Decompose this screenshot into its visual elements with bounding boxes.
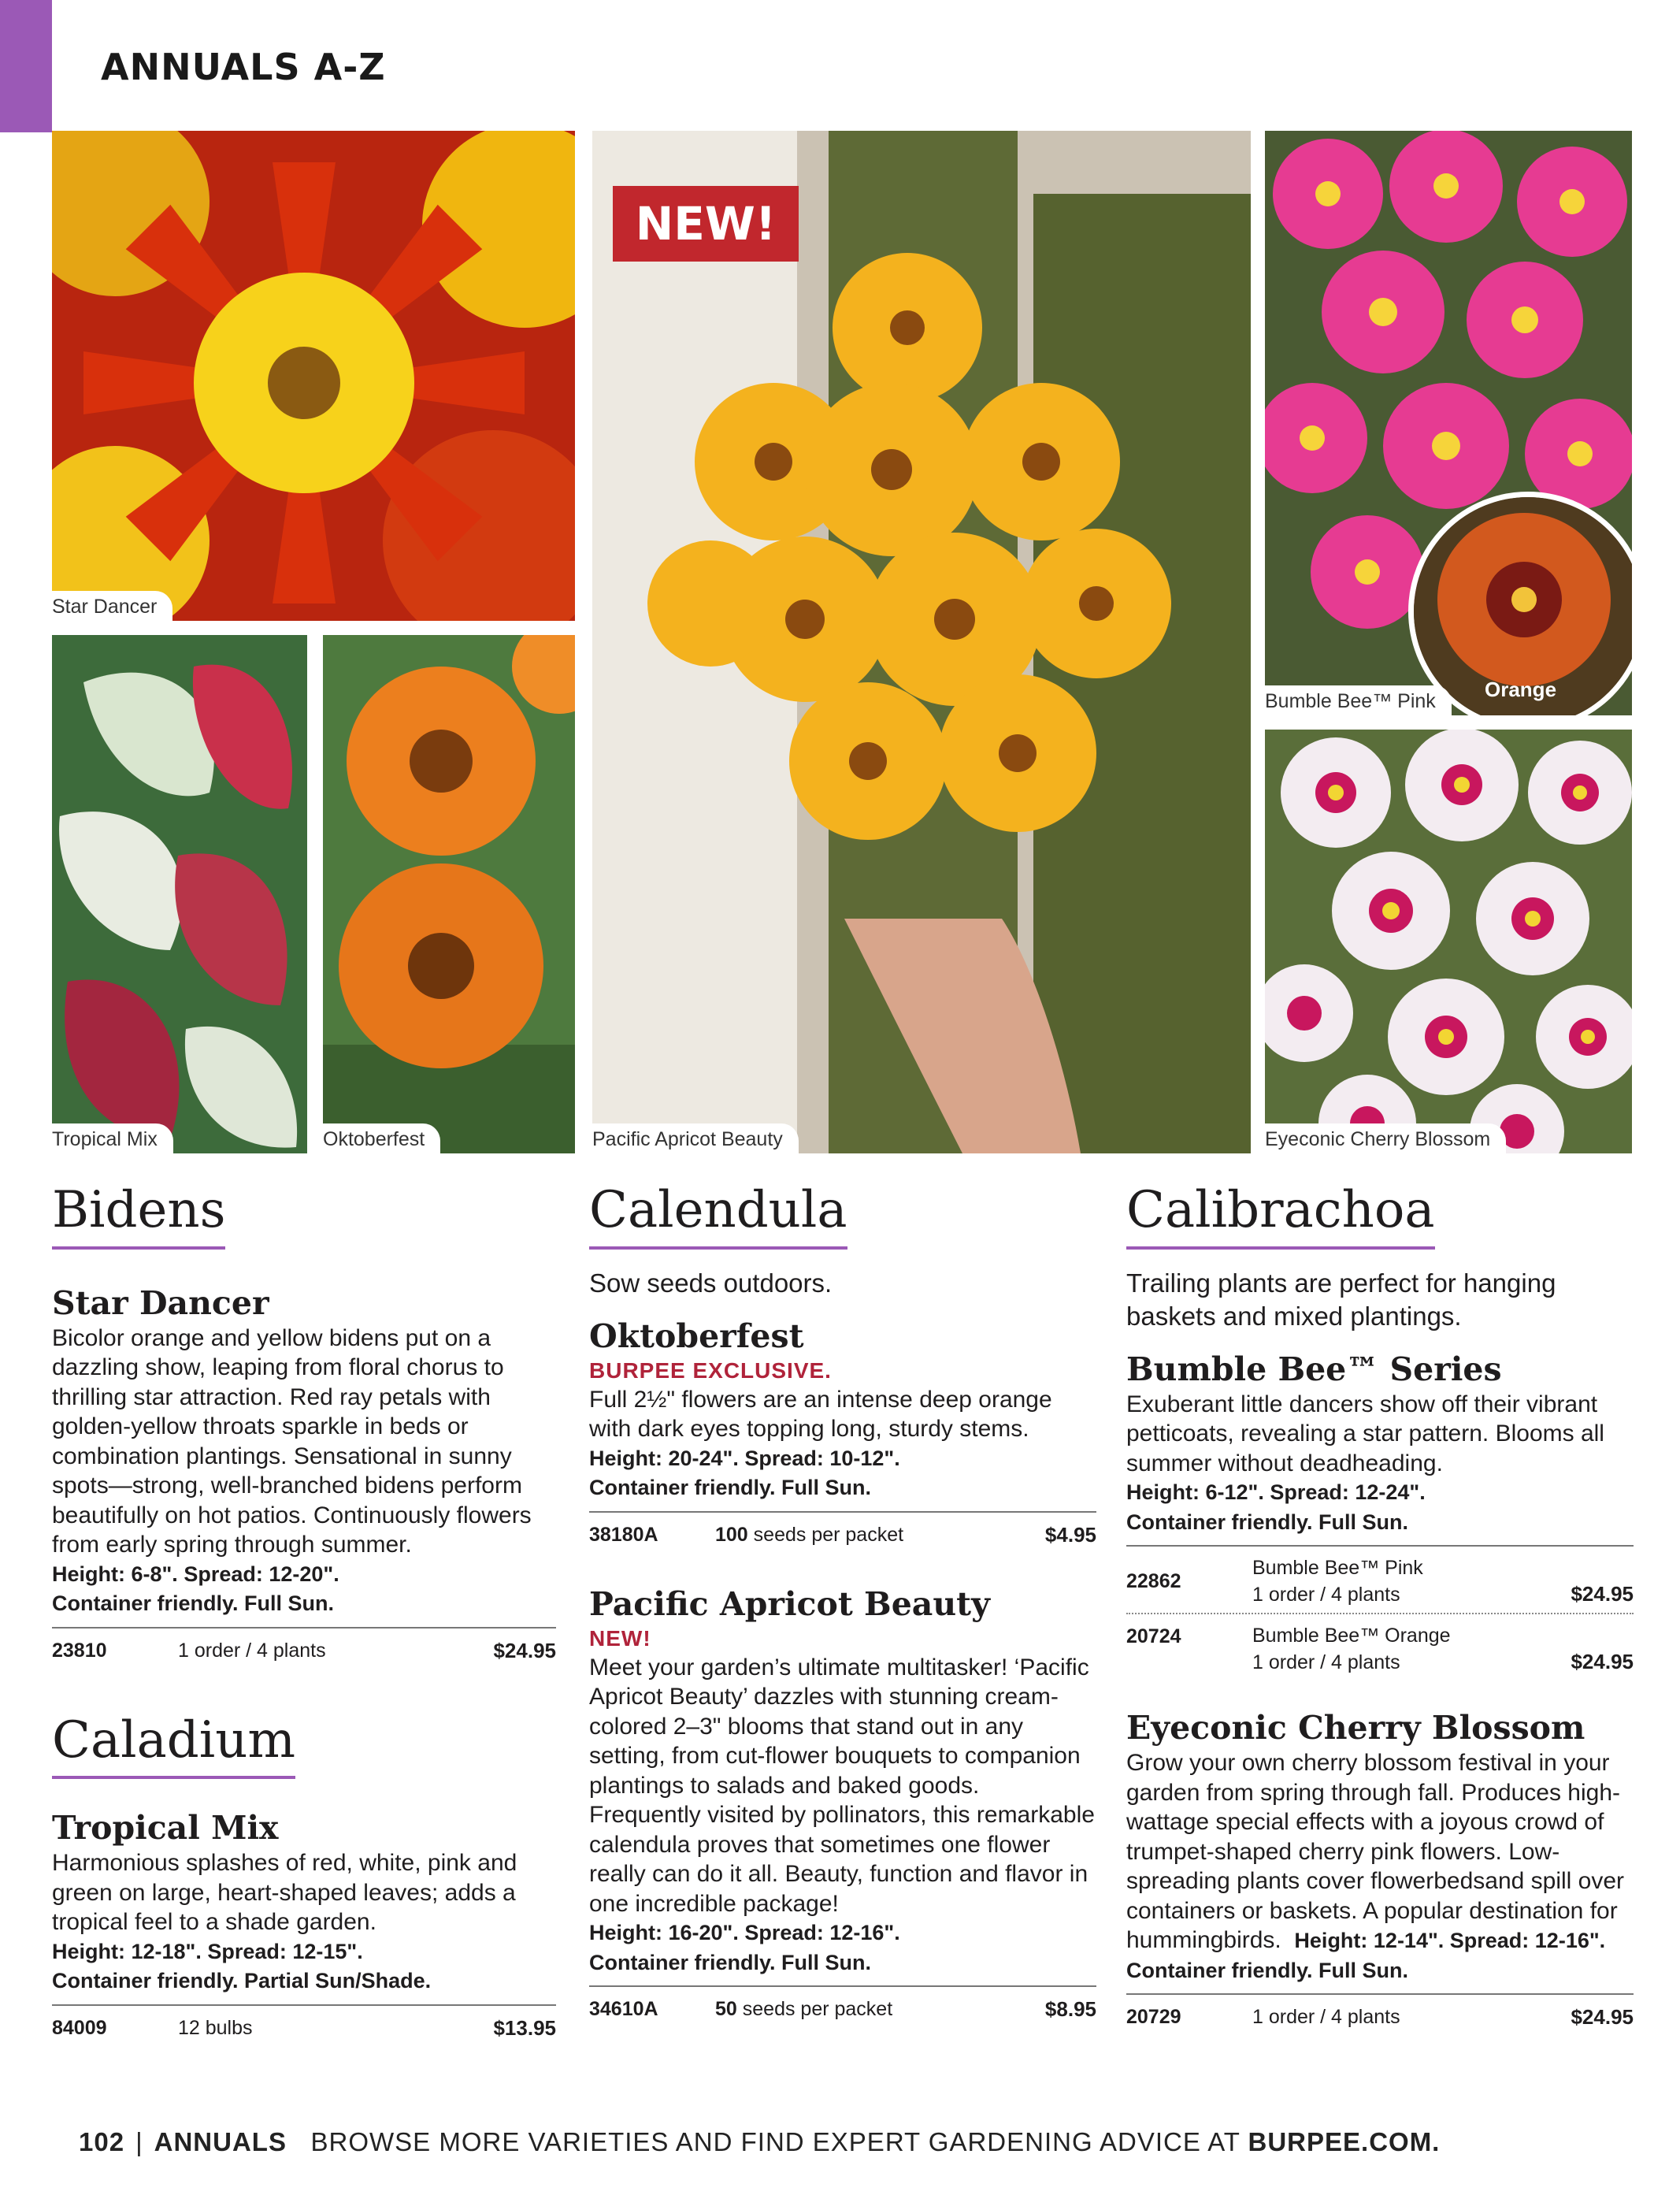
tropical-mix-description: Harmonious splashes of red, white, pink and green on large, heart-shaped leaves; adds a tropical feel to a shade garden.: [52, 1850, 517, 1936]
star-dancer-photo: [52, 131, 575, 621]
tropical-mix-photo: [52, 635, 307, 1153]
calibrachoa-column: [1126, 1182, 1634, 2031]
price: $4.95: [1044, 1522, 1096, 1547]
section-tab-accent: [0, 0, 52, 132]
quantity: 1 order / 4 plants: [1252, 2006, 1400, 2029]
eyeconic-caption: Eyeconic Cherry Blossom: [1265, 1123, 1506, 1153]
footer-site-link[interactable]: BURPEE.COM.: [1248, 2127, 1441, 2156]
oktoberfest-size: Height: 20-24". Spread: 10-12".: [589, 1446, 900, 1470]
sku: 20724: [1126, 1625, 1181, 1648]
bumble-bee-conditions: Container friendly. Full Sun.: [1126, 1510, 1409, 1534]
bidens-heading: Bidens: [52, 1182, 225, 1250]
sku: 38180A: [589, 1523, 658, 1546]
star-dancer-description: Bicolor orange and yellow bidens put on a dazzling show, leaping from floral chorus to thrilling star attraction. Red ray petals with golden-yellow throats sparkle in beds or combination plantings. Sensational in sunny spots—strong, well-branched bidens perform beautifully on hot patios. Continuously flowers from early spring through summer.: [52, 1324, 532, 1558]
calendula-intro: Sow seeds outdoors.: [589, 1268, 833, 1298]
tropical-mix-caption: Tropical Mix: [52, 1123, 173, 1153]
page-number: 102: [79, 2127, 125, 2156]
bumble-bee-orange-order-row[interactable]: [1126, 1613, 1634, 1676]
bumble-bee-pink-order-row[interactable]: [1126, 1545, 1634, 1608]
item-detail: Bumble Bee™ Orange 1 order / 4 plants: [1252, 1625, 1451, 1674]
eyeconic-order-row[interactable]: [1126, 1993, 1634, 2031]
sku: 34610A: [589, 1998, 658, 2021]
quantity: 12 bulbs: [178, 2016, 253, 2039]
pacific-apricot-name: Pacific Apricot Beauty: [589, 1584, 990, 1623]
price: $24.95: [1571, 1582, 1634, 1606]
price: $8.95: [1044, 1997, 1096, 2022]
sku: 22862: [1126, 1570, 1181, 1593]
item-detail: Bumble Bee™ Pink 1 order / 4 plants: [1252, 1557, 1423, 1606]
star-dancer-size: Height: 6-8". Spread: 12-20".: [52, 1562, 339, 1586]
eyeconic-conditions: Container friendly. Full Sun.: [1126, 1958, 1409, 1982]
oktoberfest-order-row[interactable]: [589, 1511, 1096, 1549]
oktoberfest-name: Oktoberfest: [589, 1317, 804, 1355]
sku: 23810: [52, 1639, 107, 1662]
eyeconic-description: Grow your own cherry blossom festival in your garden from spring through fall. Produces high-wattage special effects with a joyous crowd of trumpet-shaped cherry pink flowers. Low-spreading plants cover flowerbedsand spill over containers or baskets. A popular destination for hummingbirds. Height: 12-14". Spread: 12-16".: [1126, 1750, 1625, 1954]
bumble-bee-size: Height: 6-12". Spread: 12-24".: [1126, 1480, 1426, 1505]
star-dancer-name: Star Dancer: [52, 1283, 269, 1322]
bidens-column: [52, 1182, 556, 2042]
pacific-apricot-size: Height: 16-20". Spread: 12-16".: [589, 1921, 900, 1945]
bumble-bee-pink-caption: Bumble Bee™ Pink: [1265, 685, 1452, 715]
quantity: 50 seeds per packet: [715, 1998, 893, 2021]
tropical-mix-order-row[interactable]: [52, 2004, 556, 2042]
star-dancer-conditions: Container friendly. Full Sun.: [52, 1591, 335, 1616]
footer-text: BROWSE MORE VARIETIES AND FIND EXPERT GARDENING ADVICE AT: [310, 2127, 1248, 2156]
section-header: ANNUALS A-Z: [101, 46, 386, 88]
footer-divider: |: [135, 2127, 143, 2156]
price: $24.95: [1571, 2005, 1634, 2030]
tropical-mix-conditions: Container friendly. Partial Sun/Shade.: [52, 1969, 432, 1993]
new-badge: NEW!: [613, 186, 799, 262]
oktoberfest-conditions: Container friendly. Full Sun.: [589, 1476, 872, 1500]
eyeconic-name: Eyeconic Cherry Blossom: [1126, 1709, 1585, 1747]
bumble-bee-pink-photo: [1265, 131, 1632, 715]
pacific-apricot-description: Meet your garden’s ultimate multitasker! ‘Pacific Apricot Beauty’ dazzles with stunning cream-colored 2–3" blooms that stand out in any setting, from cut-flower bouquets to companion plantings to salads and baked goods. Frequently visited by pollinators, this remarkable calendula proves that sometimes one flower really can do it all. Beauty, function and flavor in one incredible package!: [589, 1654, 1095, 1917]
caladium-heading: Caladium: [52, 1712, 295, 1780]
sku: 20729: [1126, 2006, 1181, 2029]
pacific-apricot-photo: [592, 131, 1251, 1153]
bumble-bee-description: Exuberant little dancers show off their vibrant petticoats, revealing a star pattern. Blooms all summer without deadheading.: [1126, 1391, 1604, 1476]
calibrachoa-heading: Calibrachoa: [1126, 1182, 1435, 1250]
oktoberfest-description: Full 2½" flowers are an intense deep orange with dark eyes topping long, sturdy stems.: [589, 1386, 1052, 1443]
orange-inset-label: Orange: [1485, 678, 1557, 701]
calibrachoa-intro: Trailing plants are perfect for hanging baskets and mixed plantings.: [1126, 1268, 1556, 1331]
footer-section: ANNUALS: [154, 2127, 287, 2156]
price: $13.95: [493, 2015, 556, 2040]
eyeconic-photo: [1265, 730, 1632, 1153]
price: $24.95: [493, 1638, 556, 1662]
pacific-apricot-order-row[interactable]: [589, 1985, 1096, 2023]
calendula-column: [589, 1182, 1096, 2023]
star-dancer-order-row[interactable]: [52, 1627, 556, 1665]
burpee-exclusive-tag: BURPEE EXCLUSIVE.: [589, 1357, 832, 1383]
page-footer: [79, 2127, 1440, 2157]
quantity: 100 seeds per packet: [715, 1523, 904, 1546]
quantity: 1 order / 4 plants: [178, 1639, 326, 1662]
star-dancer-caption: Star Dancer: [52, 591, 172, 621]
pacific-apricot-caption: Pacific Apricot Beauty: [592, 1123, 799, 1153]
sku: 84009: [52, 2016, 107, 2039]
tropical-mix-size: Height: 12-18". Spread: 12-15".: [52, 1939, 363, 1963]
calendula-heading: Calendula: [589, 1182, 847, 1250]
price: $24.95: [1571, 1650, 1634, 1674]
pacific-apricot-conditions: Container friendly. Full Sun.: [589, 1950, 872, 1974]
new-tag: NEW!: [589, 1625, 651, 1651]
oktoberfest-photo: [323, 635, 575, 1153]
oktoberfest-caption: Oktoberfest: [323, 1123, 440, 1153]
bumble-bee-series-name: Bumble Bee™ Series: [1126, 1350, 1502, 1388]
tropical-mix-name: Tropical Mix: [52, 1809, 279, 1848]
